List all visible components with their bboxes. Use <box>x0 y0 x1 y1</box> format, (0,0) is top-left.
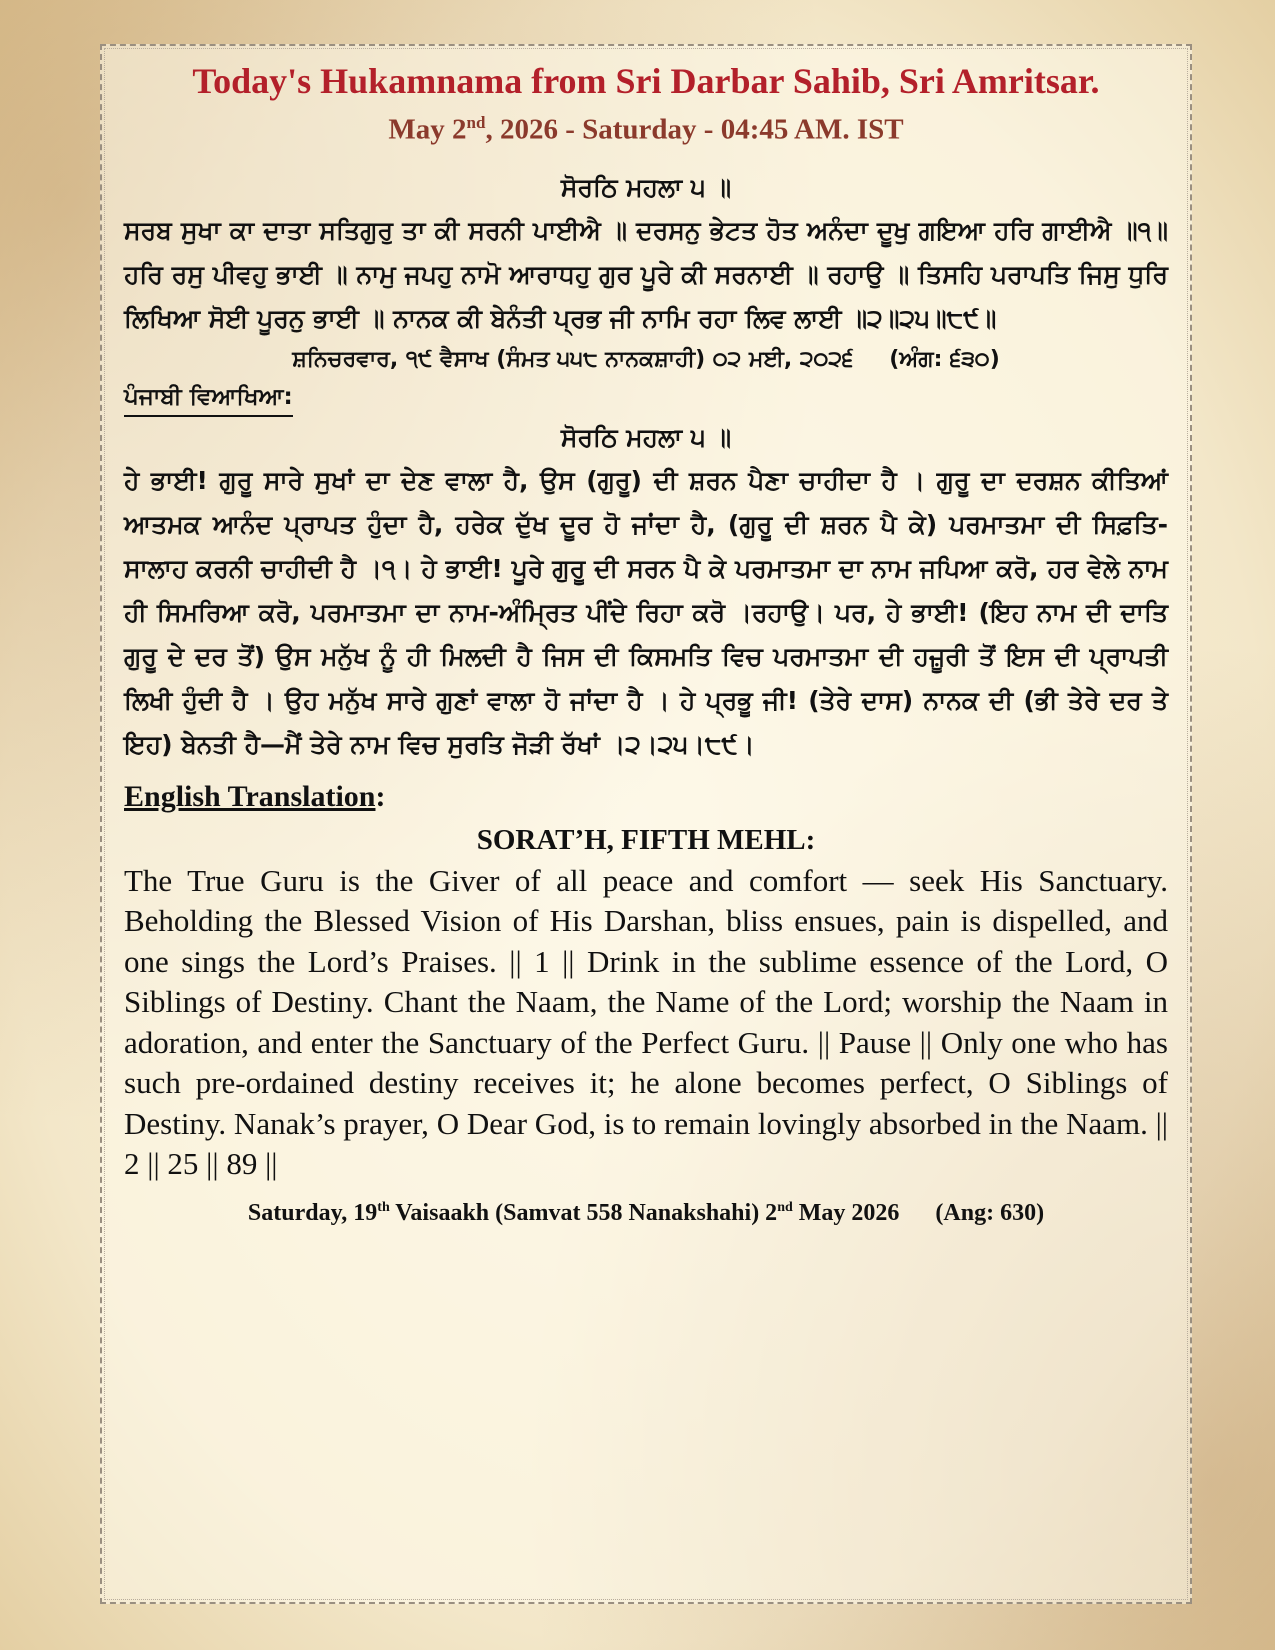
hukamnama-dateline <box>124 104 1168 149</box>
english-translation-label-colon: : <box>375 779 386 813</box>
english-date-line <box>124 1189 1168 1232</box>
punjabi-explanation-label: ਪੰਜਾਬੀ ਵਿਆਖਿਆ: <box>124 379 293 417</box>
english-date-day-sup: th <box>377 1199 390 1215</box>
english-date-rest: May 2026 <box>792 1199 900 1226</box>
punjabi-ang: (ਅੰਗ: ੬੩੦) <box>889 346 1000 372</box>
english-translation-text: The True Guru is the Giver of all peace and comfort — seek His Sanctuary. Beholding the Blessed Vision of His Darshan, bliss ensues, pain is dispelled, and one sings the Lord’s Praises. || 1 || Drink in the sublime essence of the Lord, O Siblings of Destiny. Chant the Naam, the Name of the Lord; worship the Naam in adoration, and enter the Sanctuary of the Perfect Guru. || Pause || Only one who has such pre-ordained destiny receives it; he alone becomes perfect, O Siblings of Destiny. Nanak’s prayer, O Dear God, is to remain lovingly absorbed in the Naam. || 2 || 25 || 89 || <box>124 862 1168 1182</box>
punjabi-date-line <box>124 341 1168 379</box>
dateline-ordinal: nd <box>466 113 486 132</box>
shabad-heading: ਸੋਰਠਿ ਮਹਲਾ ੫ ॥ <box>560 172 732 202</box>
punjabi-explanation-text: ਹੇ ਭਾਈ! ਗੁਰੂ ਸਾਰੇ ਸੁਖਾਂ ਦਾ ਦੇਣ ਵਾਲਾ ਹੈ, ਉਸ (ਗੁਰੂ) ਦੀ ਸ਼ਰਨ ਪੈਣਾ ਚਾਹੀਦਾ ਹੈ । ਗੁਰੂ ਦਾ ਦਰਸ਼ਨ ਕੀਤਿਆਂ ਆਤਮਕ ਆਨੰਦ ਪ੍ਰਾਪਤ ਹੁੰਦਾ ਹੈ, ਹਰੇਕ ਦੁੱਖ ਦੂਰ ਹੋ ਜਾਂਦਾ ਹੈ, (ਗੁਰੂ ਦੀ ਸ਼ਰਨ ਪੈ ਕੇ) ਪਰਮਾਤਮਾ ਦੀ ਸਿਫ਼ਤਿ-ਸਾਲਾਹ ਕਰਨੀ ਚਾਹੀਦੀ ਹੈ ।੧। ਹੇ ਭਾਈ! ਪੂਰੇ ਗੁਰੂ ਦੀ ਸਰਨ ਪੈ ਕੇ ਪਰਮਾਤਮਾ ਦਾ ਨਾਮ ਜਪਿਆ ਕਰੋ, ਹਰ ਵੇਲੇ ਨਾਮ ਹੀ ਸਿਮਰਿਆ ਕਰੋ, ਪਰਮਾਤਮਾ ਦਾ ਨਾਮ-ਅੰਮ੍ਰਿਤ ਪੀਂਦੇ ਰਿਹਾ ਕਰੋ ।ਰਹਾਉ। ਪਰ, ਹੇ ਭਾਈ! (ਇਹ ਨਾਮ ਦੀ ਦਾਤਿ ਗੁਰੂ ਦੇ ਦਰ ਤੋਂ) ਉਸ ਮਨੁੱਖ ਨੂੰ ਹੀ ਮਿਲਦੀ ਹੈ ਜਿਸ ਦੀ ਕਿਸਮਤਿ ਵਿਚ ਪਰਮਾਤਮਾ ਦੀ ਹਜ਼ੂਰੀ ਤੋਂ ਇਸ ਦੀ ਪ੍ਰਾਪਤੀ ਲਿਖੀ ਹੁੰਦੀ ਹੈ । ਉਹ ਮਨੁੱਖ ਸਾਰੇ ਗੁਣਾਂ ਵਾਲਾ ਹੋ ਜਾਂਦਾ ਹੈ । ਹੇ ਪ੍ਰਭੂ ਜੀ! (ਤੇਰੇ ਦਾਸ) ਨਾਨਕ ਦੀ (ਭੀ ਤੇਰੇ ਦਰ ਤੇ ਇਹ) ਬੇਨਤੀ ਹੈ—ਮੈਂ ਤੇਰੇ ਨਾਮ ਵਿਚ ਸੁਰਤਿ ਜੋੜੀ ਰੱਖਾਂ ।੨।੨੫।੮੯। <box>124 465 1168 759</box>
dateline-rest: , 2026 - Saturday - 04:45 AM. IST <box>485 113 904 146</box>
page-title: Today's Hukamnama from Sri Darbar Sahib, Sri Amritsar. <box>192 61 1100 101</box>
english-date-day: Saturday, 19 <box>247 1199 378 1226</box>
english-translation-label-text: English Translation <box>124 779 376 813</box>
explanation-heading: ਸੋਰਠਿ ਮਹਲਾ ੫ ॥ <box>560 422 732 452</box>
english-date-month: Vaisaakh (Samvat 558 Nanakshahi) 2 <box>389 1199 778 1226</box>
english-heading: SORAT’H, FIFTH MEHL: <box>476 823 816 856</box>
hukamnama-document <box>124 58 1168 1232</box>
dateline-month-day: May 2 <box>388 113 467 146</box>
shabad-text: ਸਰਬ ਸੁਖਾ ਕਾ ਦਾਤਾ ਸਤਿਗੁਰੁ ਤਾ ਕੀ ਸਰਨੀ ਪਾਈਐ ॥ ਦਰਸਨੁ ਭੇਟਤ ਹੋਤ ਅਨੰਦਾ ਦੂਖੁ ਗਇਆ ਹਰਿ ਗਾਈਐ ॥੧॥ ਹਰਿ ਰਸੁ ਪੀਵਹੁ ਭਾਈ ॥ ਨਾਮੁ ਜਪਹੁ ਨਾਮੋ ਆਰਾਧਹੁ ਗੁਰ ਪੂਰੇ ਕੀ ਸਰਨਾਈ ॥ ਰਹਾਉ ॥ ਤਿਸਹਿ ਪਰਾਪਤਿ ਜਿਸੁ ਧੁਰਿ ਲਿਖਿਆ ਸੋਈ ਪੂਰਨੁ ਭਾਈ ॥ ਨਾਨਕ ਕੀ ਬੇਨੰਤੀ ਪ੍ਰਭ ਜੀ ਨਾਮਿ ਰਹਾ ਲਿਵ ਲਾਈ ॥੨॥੨੫॥੮੯॥ <box>124 215 1168 333</box>
english-translation-label <box>124 775 1168 819</box>
punjabi-date: ਸ਼ਨਿਚਰਵਾਰ, ੧੯ ਵੈਸਾਖ (ਸੰਮਤ ੫੫੮ ਨਾਨਕਸ਼ਾਹੀ) ੦੨ ਮਈ, ੨੦੨੬ <box>292 346 854 372</box>
english-ang: (Ang: 630) <box>935 1199 1045 1226</box>
english-date-sup: nd <box>777 1199 793 1215</box>
